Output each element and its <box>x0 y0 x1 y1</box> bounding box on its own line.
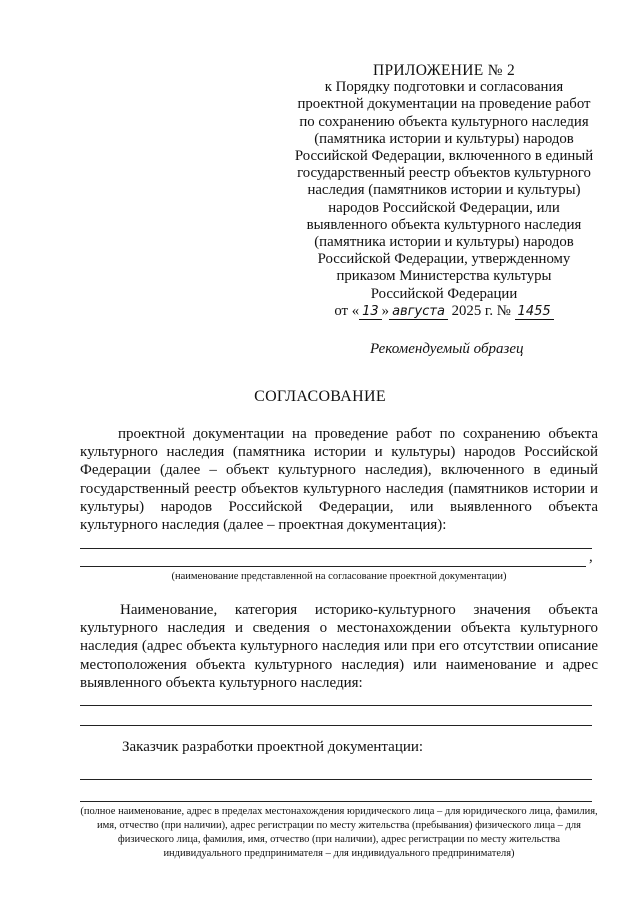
appendix-block <box>268 62 620 320</box>
appendix-line: народов Российской Федерации, или <box>328 199 560 216</box>
fill-line <box>80 566 586 567</box>
appendix-title: ПРИЛОЖЕНИЕ № 2 <box>372 62 516 79</box>
fill-line <box>80 801 592 802</box>
appendix-line: Российской Федерации, включенного в единый <box>294 148 594 165</box>
appendix-line: (памятника истории и культуры) народов <box>314 234 574 251</box>
appendix-line: к Порядку подготовки и согласования <box>324 79 564 96</box>
appendix-line: Российской Федерации, утвержденному <box>317 251 571 268</box>
appendix-line: наследия (памятников истории и культуры) <box>307 182 581 199</box>
appendix-line: (памятника истории и культуры) народов <box>314 130 574 147</box>
appendix-line: Российской Федерации <box>370 285 518 302</box>
appendix-line: государственный реестр объектов культурного <box>297 165 591 182</box>
order-year-text: 2025 г. № <box>451 302 511 319</box>
caption-documentation-name: (наименование представленной на согласование проектной документации) <box>171 571 507 582</box>
document-heading: СОГЛАСОВАНИЕ <box>254 388 386 405</box>
paragraph-customer: Заказчик разработки проектной документации: <box>122 739 424 755</box>
appendix-line: приказом Министерства культуры <box>336 268 552 285</box>
paragraph-project-documentation: проектной документации на проведение работ по сохранению объекта культурного наследия (памятника истории и культуры) народов Российской Федерации (далее – объект культурного наследия), включенного в единый государственный реестр объектов культурного наследия (памятников истории и культуры) народов Российской Федерации, или выявленного объекта культурного наследия (далее – проектная документация): <box>80 426 598 534</box>
order-number: 1455 <box>515 304 554 320</box>
fill-line <box>80 548 592 549</box>
paragraph-object-description: Наименование, категория историко-культурного значения объекта культурного наследия и сведения о местонахождении объекта культурного наследия (адрес объекта культурного наследия или при его отсутствии описание местоположения объекта культурного наследия) или наименование и адрес выявленного объекта культурного наследия: <box>80 602 598 691</box>
appendix-line: по сохранению объекта культурного наследия <box>299 113 589 130</box>
order-date-line <box>268 303 620 320</box>
fill-line <box>80 725 592 726</box>
order-month: августа <box>389 304 448 320</box>
order-from-label: от « <box>334 302 360 319</box>
recommended-sample-label: Рекомендуемый образец <box>370 341 524 357</box>
trailing-comma: , <box>589 549 593 565</box>
order-day: 13 <box>359 304 382 320</box>
appendix-line: выявленного объекта культурного наследия <box>306 216 582 233</box>
appendix-line: проектной документации на проведение работ <box>297 96 591 113</box>
fill-line <box>80 779 592 780</box>
caption-customer-details: (полное наименование, адрес в пределах местонахождения юридического лица – для юридического лица, фамилия, имя, отчество (при наличии), адрес регистрации по месту жительства (пребывания) физического лица – для физического лица, фамилия, имя, отчество (при наличии), адрес регистрации по месту жительства индивидуального предпринимателя – для индивидуального предпринимателя) <box>80 806 598 859</box>
fill-line <box>80 705 592 706</box>
order-quote-close: » <box>381 302 390 319</box>
